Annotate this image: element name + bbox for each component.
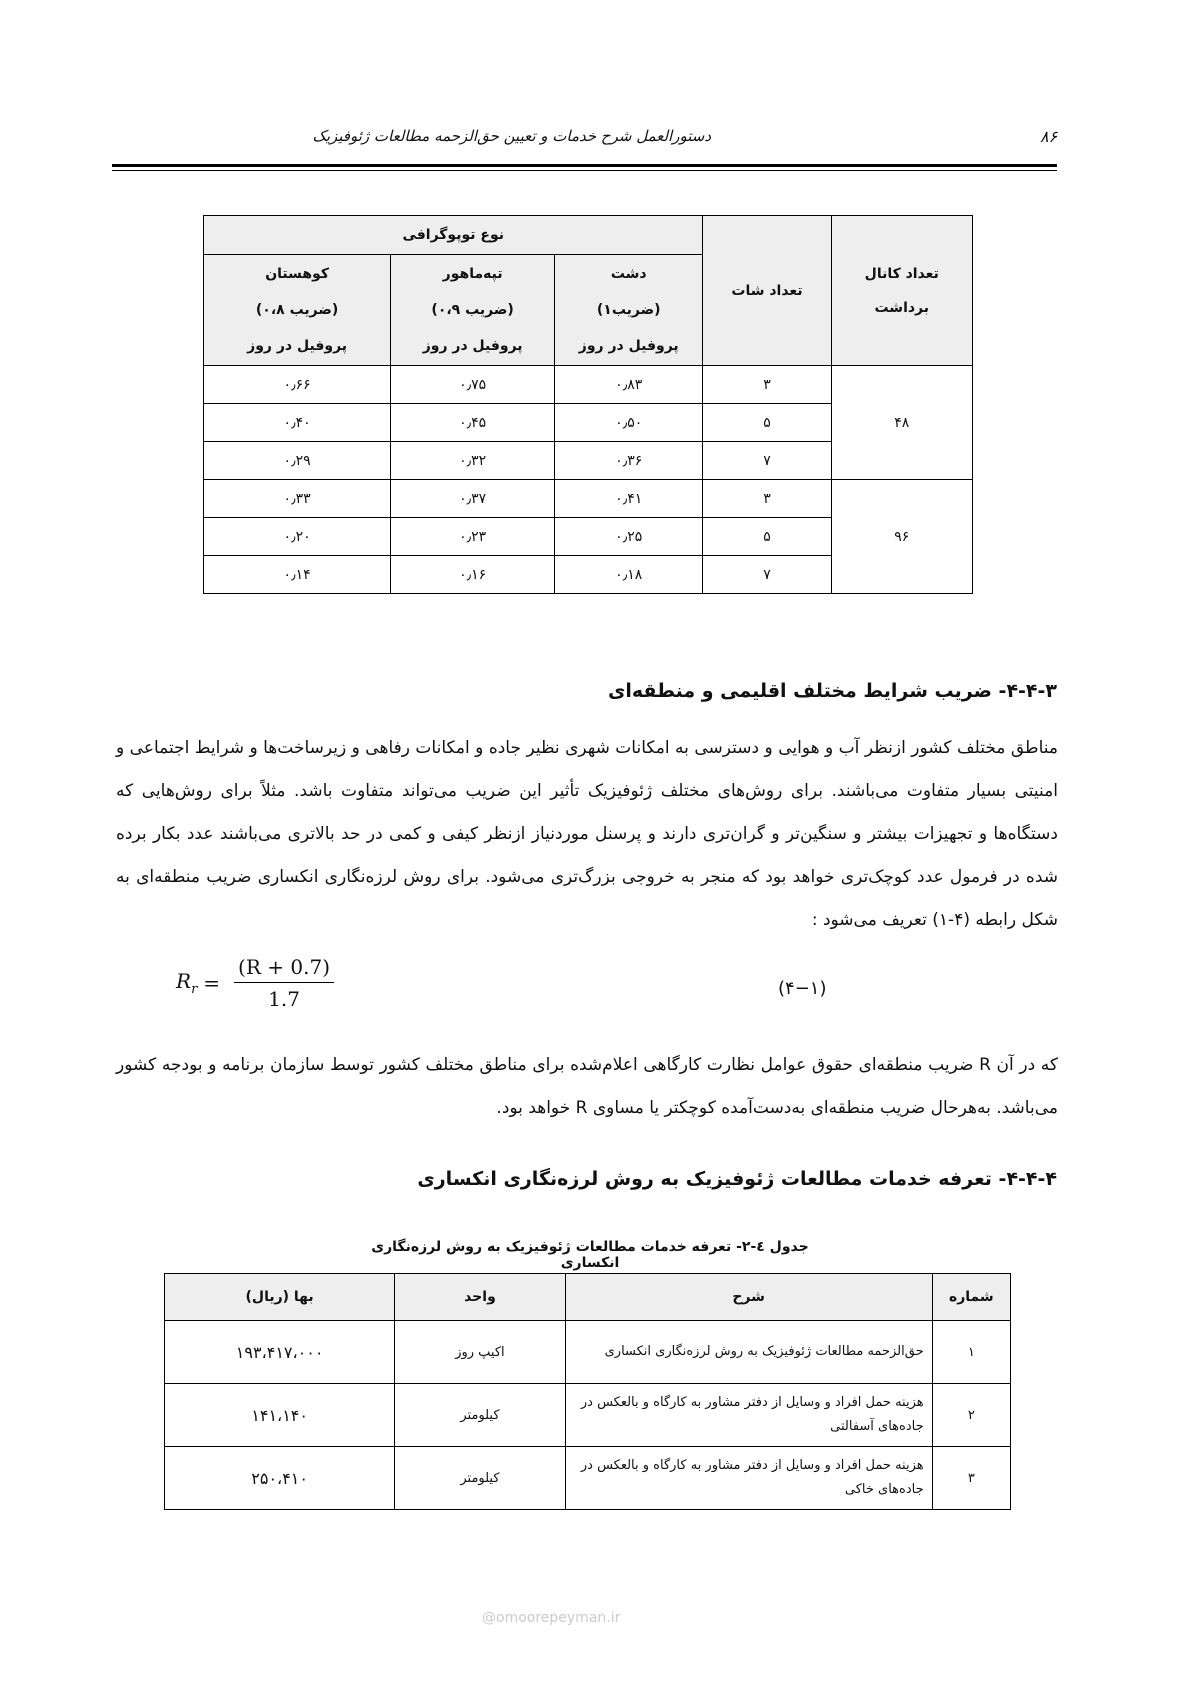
section-heading-regional-coef: ۴-۴-۳- ضریب شرایط مختلف اقلیمی و منطقه‌ای	[607, 680, 1057, 702]
col-description: شرح	[565, 1274, 932, 1321]
body-paragraph-2: که در آن R ضریب منطقه‌ای حقوق عوامل نظارت کارگاهی اعلام‌شده برای مناطق مختلف کشور توسط سازمان برنامه و بودجه کشور می‌باشد. به‌هرحال ضریب منطقه‌ای به‌دست‌آمده کوچکتر یا مساوی R خواهد بود.	[116, 1055, 1059, 1118]
header-rule-thin	[112, 170, 1057, 171]
table-row: ۵ ۰٫۵۰ ۰٫۴۵ ۰٫۴۰	[204, 404, 973, 442]
topo-header: نوع توپوگرافی	[204, 216, 703, 255]
watermark-text: @omoorepeyman.ir	[482, 1610, 621, 1626]
col-unit: واحد	[395, 1274, 565, 1321]
formula: $R_r$ = $\frac{(R + 0.7)}{1.7}$	[176, 955, 334, 1011]
table-row: ۹۶ ۳ ۰٫۴۱ ۰٫۳۷ ۰٫۳۳	[204, 480, 973, 518]
topo-col-plain: دشت (ضریب۱) پروفیل در روز	[555, 255, 703, 366]
formula-denominator: 1.7	[268, 987, 300, 1011]
section-heading-tariff: ۴-۴-۴- تعرفه خدمات مطالعات ژئوفیزیک به روش لرزه‌نگاری انکساری	[417, 1168, 1057, 1190]
table-caption: جدول ٤-٢- تعرفه خدمات مطالعات ژئوفیزیک به روش لرزه‌نگاری انکساری	[371, 1239, 809, 1271]
header-rule-thick	[112, 164, 1057, 167]
topo-col-hills: تپه‌ماهور (ضریب ۰،۹) پروفیل در روز	[391, 255, 555, 366]
formula-numerator: (R + 0.7)	[234, 955, 334, 983]
table-row: ۴۸ ۳ ۰٫۸۳ ۰٫۷۵ ۰٫۶۶	[204, 366, 973, 404]
col-channels: تعداد کانال برداشت	[831, 216, 972, 366]
col-number: شماره	[932, 1274, 1010, 1321]
table-row: ۵ ۰٫۲۵ ۰٫۲۳ ۰٫۲۰	[204, 518, 973, 556]
formula-lhs: $R_r$	[176, 969, 198, 997]
col-shots: تعداد شات	[703, 216, 831, 366]
equation-number: (۴−۱)	[778, 978, 827, 999]
tariff-table	[164, 1273, 1011, 1510]
running-header-title: دستورالعمل شرح خدمات و تعیین حق‌الزحمه مطالعات ژئوفیزیک	[312, 127, 711, 145]
table-row: ۷ ۰٫۱۸ ۰٫۱۶ ۰٫۱۴	[204, 556, 973, 594]
body-paragraph: مناطق مختلف کشور ازنظر آب و هوایی و دسترسی به امکانات شهری نظیر جاده و امکانات رفاهی و زیرساخت‌ها و شرایط اجتماعی و امنیتی بسیار متفاوت می‌باشند. برای روش‌های مختلف ژئوفیزیک تأثیر این ضریب می‌تواند متفاوت باشد. مثلاً برای روش‌هایی که دستگاه‌ها و تجهیزات بیشتر و سنگین‌تر و گران‌تری دارند و پرسنل موردنیاز ازنظر کیفی و کمی در حد بالاتری می‌باشند عدد بکار برده شده در فرمول عدد کوچک‌تری خواهد بود که منجر به خروجی بزرگ‌تری می‌شود. برای روش لرزه‌نگاری انکساری ضریب منطقه‌ای به شکل رابطه (۴-۱) تعریف می‌شود :	[116, 738, 1058, 930]
productivity-table	[203, 215, 973, 594]
table-row: ۱ حق‌الزحمه مطالعات ژئوفیزیک به روش لرزه‌نگاری انکساری اکیپ روز ۱۹۳،۴۱۷،۰۰۰	[165, 1321, 1011, 1384]
table-row: ۲ هزینه حمل افراد و وسایل از دفتر مشاور به کارگاه و بالعکس در جاده‌های آسفالتی کیلومتر ۱۴۱،۱۴۰	[165, 1384, 1011, 1447]
topo-col-mountain: کوهستان (ضریب ۰،۸) پروفیل در روز	[204, 255, 391, 366]
page-number: ۸۶	[1040, 127, 1058, 146]
table-row: ۷ ۰٫۳۶ ۰٫۳۲ ۰٫۲۹	[204, 442, 973, 480]
table-row: ۳ هزینه حمل افراد و وسایل از دفتر مشاور به کارگاه و بالعکس در جاده‌های خاکی کیلومتر ۲۵۰،۴۱۰	[165, 1447, 1011, 1510]
col-price: بها (ریال)	[165, 1274, 395, 1321]
